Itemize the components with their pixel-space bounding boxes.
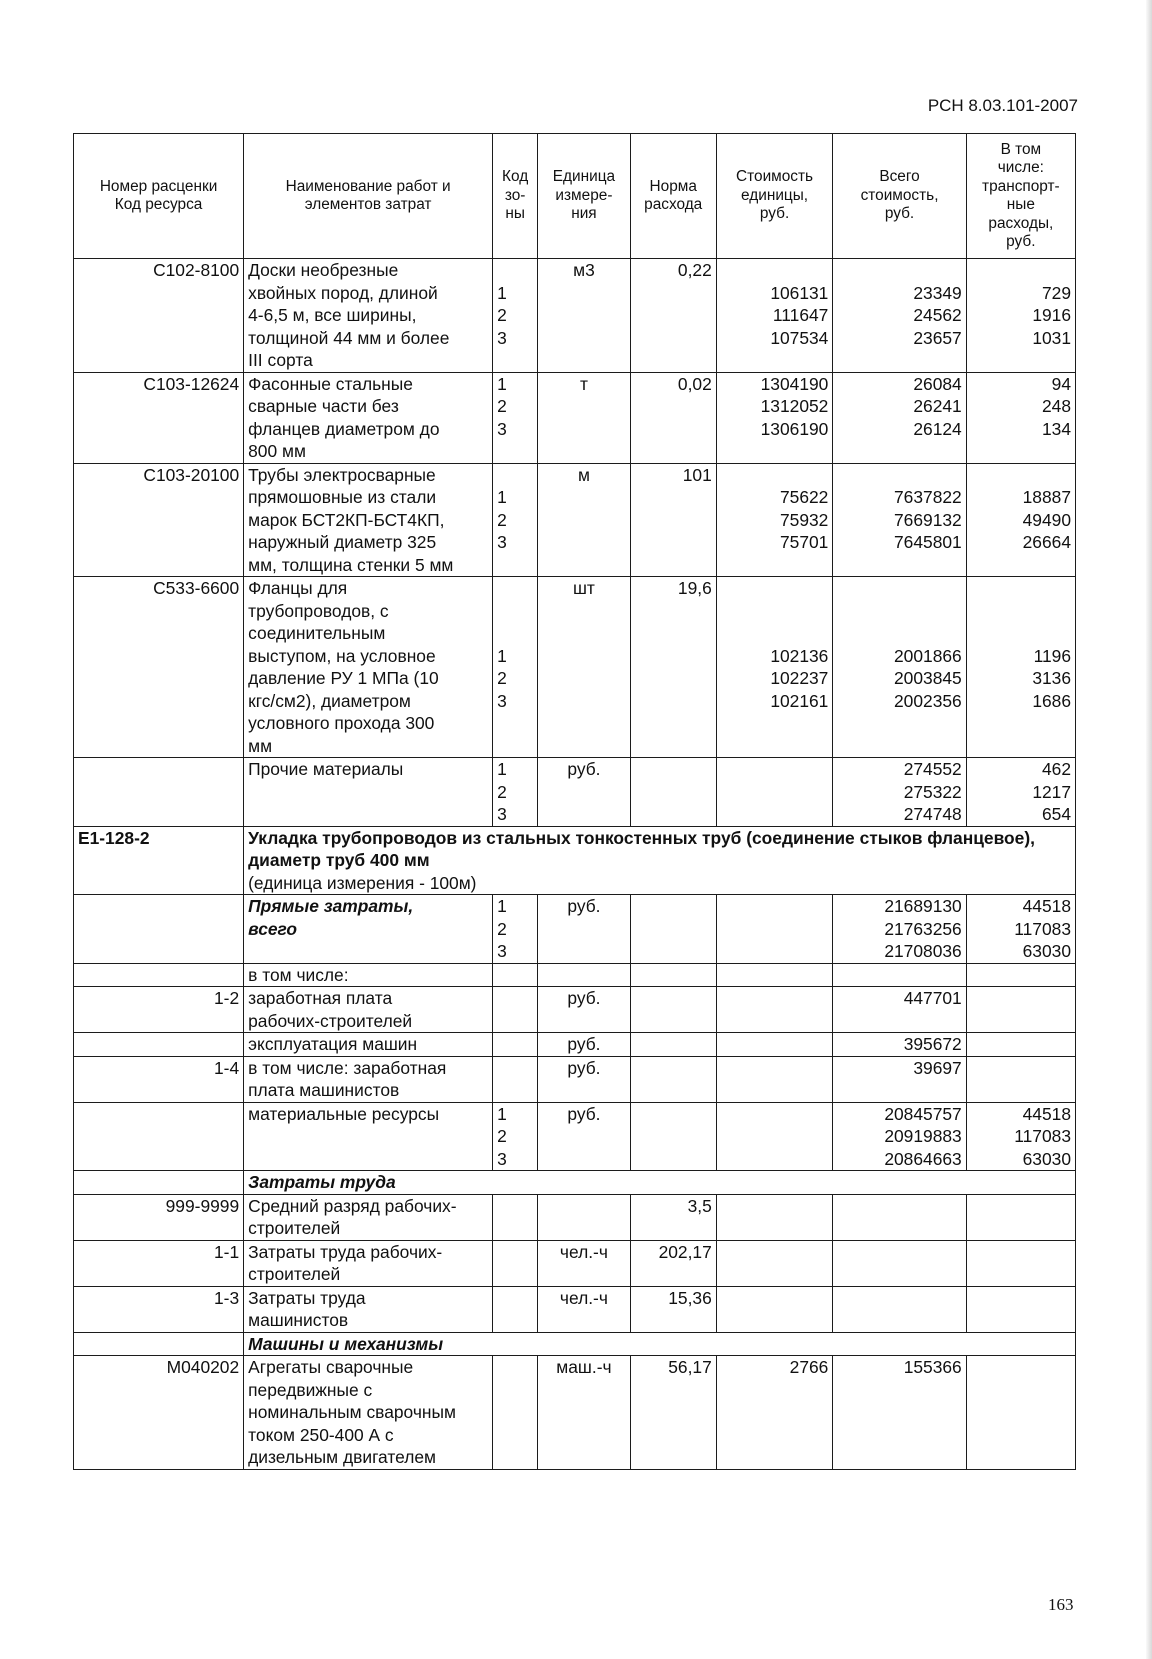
unit: руб. [538, 895, 630, 964]
total-cost: 21689130 21763256 21708036 [833, 895, 966, 964]
unit: чел.-ч [538, 1286, 630, 1332]
empty-cell [493, 987, 538, 1033]
total-cost: 23349 24562 23657 [833, 259, 966, 373]
transport-cost: 44518 117083 63030 [966, 895, 1075, 964]
empty-cell [74, 1171, 244, 1195]
table-row [74, 1033, 1076, 1057]
empty-cell [716, 895, 833, 964]
resource-name: Доски необрезные хвойных пород, длиной 4-6,5 м, все ширины, толщиной 44 мм и более III сорта [244, 259, 493, 373]
document-code: РСН 8.03.101-2007 [927, 96, 1078, 115]
labor-item-name: Затраты труда рабочих- строителей [244, 1240, 493, 1286]
resource-code: 999-9999 [74, 1194, 244, 1240]
labor-item-name: Средний разряд рабочих- строителей [244, 1194, 493, 1240]
table-row [74, 372, 1076, 463]
empty-cell [630, 1056, 716, 1102]
unit-cost [716, 758, 833, 827]
empty-cell [833, 1286, 966, 1332]
empty-cell [630, 895, 716, 964]
empty-cell [74, 895, 244, 964]
zone-codes: 1 2 3 [493, 372, 538, 463]
empty-cell [74, 1332, 244, 1356]
resource-code [74, 1033, 244, 1057]
unit: руб. [538, 1033, 630, 1057]
empty-cell [716, 963, 833, 987]
unit-cost: 106131 111647 107534 [716, 259, 833, 373]
unit: шт [538, 577, 630, 758]
empty-cell [493, 1286, 538, 1332]
rate-title-cell [244, 826, 1076, 895]
col-header-name: Наименование работ и элементов затрат [244, 134, 493, 259]
resource-code: 1-3 [74, 1286, 244, 1332]
including-label: в том числе: [244, 963, 493, 987]
direct-costs-row [74, 895, 1076, 964]
col-header-zone: Код зо- ны [493, 134, 538, 259]
zone-codes: 1 2 3 [493, 895, 538, 964]
norm: 101 [630, 463, 716, 577]
table-row [74, 463, 1076, 577]
transport-cost: 729 1916 1031 [966, 259, 1075, 373]
machines-section-title: Машины и механизмы [244, 1332, 1076, 1356]
resource-name: Фланцы для трубопроводов, с соединительным выступом, на условное давление РУ 1 МПа (10 кгс/см2), диаметром условного прохода 300 мм [244, 577, 493, 758]
unit [538, 1194, 630, 1240]
empty-cell [833, 1240, 966, 1286]
empty-cell [716, 1102, 833, 1171]
resource-code: С533-6600 [74, 577, 244, 758]
norm: 19,6 [630, 577, 716, 758]
transport-cost: 462 1217 654 [966, 758, 1075, 827]
resource-code: М040202 [74, 1356, 244, 1470]
empty-cell [966, 1356, 1075, 1470]
unit: руб. [538, 1056, 630, 1102]
transport-cost: 1196 3136 1686 [966, 577, 1075, 758]
empty-cell [630, 1033, 716, 1057]
unit: руб. [538, 758, 630, 827]
table-row [74, 1056, 1076, 1102]
table-header-row [74, 134, 1076, 259]
rate-title: Укладка трубопроводов из стальных тонкостенных труб (соединение стыков фланцевое), диаметр труб 400 мм [248, 827, 1035, 870]
resource-code [74, 758, 244, 827]
transport-cost: 18887 49490 26664 [966, 463, 1075, 577]
resource-code: 1-2 [74, 987, 244, 1033]
table-row [74, 1356, 1076, 1470]
norm: 56,17 [630, 1356, 716, 1470]
unit-cost: 2766 [716, 1356, 833, 1470]
resource-code: 1-4 [74, 1056, 244, 1102]
empty-cell [833, 1194, 966, 1240]
empty-cell [493, 1240, 538, 1286]
unit-cost: 1304190 1312052 1306190 [716, 372, 833, 463]
labor-section-title: Затраты труда [244, 1171, 1076, 1195]
resource-name: Прочие материалы [244, 758, 493, 827]
page-number: 163 [1048, 1595, 1074, 1614]
unit: чел.-ч [538, 1240, 630, 1286]
col-header-total-cost: Всего стоимость, руб. [833, 134, 966, 259]
col-header-unit: Единица измере- ния [538, 134, 630, 259]
norm: 3,5 [630, 1194, 716, 1240]
unit: м [538, 463, 630, 577]
table-row [74, 1286, 1076, 1332]
empty-cell [833, 963, 966, 987]
empty-cell [538, 963, 630, 987]
empty-cell [716, 1240, 833, 1286]
total-cost: 395672 [833, 1033, 966, 1057]
cost-item-name: заработная плата рабочих-строителей [244, 987, 493, 1033]
rate-code: Е1-128-2 [74, 826, 244, 895]
unit: руб. [538, 1102, 630, 1171]
transport-cost: 94 248 134 [966, 372, 1075, 463]
norm [630, 758, 716, 827]
empty-cell [966, 963, 1075, 987]
empty-cell [966, 1033, 1075, 1057]
norm: 15,36 [630, 1286, 716, 1332]
section-row [74, 1171, 1076, 1195]
norm: 0,02 [630, 372, 716, 463]
empty-cell [493, 1356, 538, 1470]
unit-cost: 102136 102237 102161 [716, 577, 833, 758]
empty-cell [493, 1056, 538, 1102]
empty-cell [716, 987, 833, 1033]
including-row [74, 963, 1076, 987]
table-row [74, 1194, 1076, 1240]
empty-cell [966, 987, 1075, 1033]
resource-name: Трубы электросварные прямошовные из стали марок БСТ2КП-БСТ4КП, наружный диаметр 325 мм, толщина стенки 5 мм [244, 463, 493, 577]
resource-code: С102-8100 [74, 259, 244, 373]
empty-cell [630, 987, 716, 1033]
resource-code: С103-20100 [74, 463, 244, 577]
empty-cell [493, 1194, 538, 1240]
table-row [74, 758, 1076, 827]
zone-codes: 1 2 3 [493, 259, 538, 373]
total-cost: 155366 [833, 1356, 966, 1470]
unit-cost: 75622 75932 75701 [716, 463, 833, 577]
total-cost: 20845757 20919883 20864663 [833, 1102, 966, 1171]
total-cost: 26084 26241 26124 [833, 372, 966, 463]
cost-item-name: эксплуатация машин [244, 1033, 493, 1057]
cost-item-name: материальные ресурсы [244, 1102, 493, 1171]
norm: 202,17 [630, 1240, 716, 1286]
zone-codes: 1 2 3 [493, 758, 538, 827]
cost-item-name: в том числе: заработная плата машинистов [244, 1056, 493, 1102]
empty-cell [966, 1286, 1075, 1332]
total-cost: 274552 275322 274748 [833, 758, 966, 827]
col-header-norm: Норма расхода [630, 134, 716, 259]
rate-unit-note: (единица измерения - 100м) [248, 872, 477, 893]
empty-cell [966, 1056, 1075, 1102]
unit: м3 [538, 259, 630, 373]
labor-item-name: Затраты труда машинистов [244, 1286, 493, 1332]
col-header-unit-cost: Стоимость единицы, руб. [716, 134, 833, 259]
zone-codes: 1 2 3 [493, 577, 538, 758]
empty-cell [716, 1286, 833, 1332]
table-row [74, 577, 1076, 758]
unit: маш.-ч [538, 1356, 630, 1470]
empty-cell [493, 963, 538, 987]
empty-cell [630, 963, 716, 987]
total-cost: 447701 [833, 987, 966, 1033]
transport-cost: 44518 117083 63030 [966, 1102, 1075, 1171]
empty-cell [74, 1102, 244, 1171]
empty-cell [493, 1033, 538, 1057]
total-cost: 7637822 7669132 7645801 [833, 463, 966, 577]
section-row [74, 1332, 1076, 1356]
material-resources-row [74, 1102, 1076, 1171]
norm: 0,22 [630, 259, 716, 373]
col-header-code: Номер расценки Код ресурса [74, 134, 244, 259]
table-row [74, 987, 1076, 1033]
unit: руб. [538, 987, 630, 1033]
empty-cell [716, 1033, 833, 1057]
col-header-transport: В том числе: транспорт- ные расходы, руб. [966, 134, 1075, 259]
resource-code: 1-1 [74, 1240, 244, 1286]
total-cost: 2001866 2003845 2002356 [833, 577, 966, 758]
zone-codes: 1 2 3 [493, 1102, 538, 1171]
resource-code: С103-12624 [74, 372, 244, 463]
unit: т [538, 372, 630, 463]
machine-name: Агрегаты сварочные передвижные с номинальным сварочным током 250-400 А с дизельным двигателем [244, 1356, 493, 1470]
resource-name: Фасонные стальные сварные части без фланцев диаметром до 800 мм [244, 372, 493, 463]
direct-costs-label: Прямые затраты, всего [244, 895, 493, 964]
total-cost: 39697 [833, 1056, 966, 1102]
empty-cell [966, 1240, 1075, 1286]
table-row [74, 259, 1076, 373]
empty-cell [630, 1102, 716, 1171]
empty-cell [716, 1194, 833, 1240]
table-row [74, 1240, 1076, 1286]
empty-cell [716, 1056, 833, 1102]
empty-cell [966, 1194, 1075, 1240]
zone-codes: 1 2 3 [493, 463, 538, 577]
empty-cell [74, 963, 244, 987]
rates-table [73, 133, 1076, 1470]
page-edge-shadow [1146, 0, 1152, 1659]
rate-heading-row [74, 826, 1076, 895]
